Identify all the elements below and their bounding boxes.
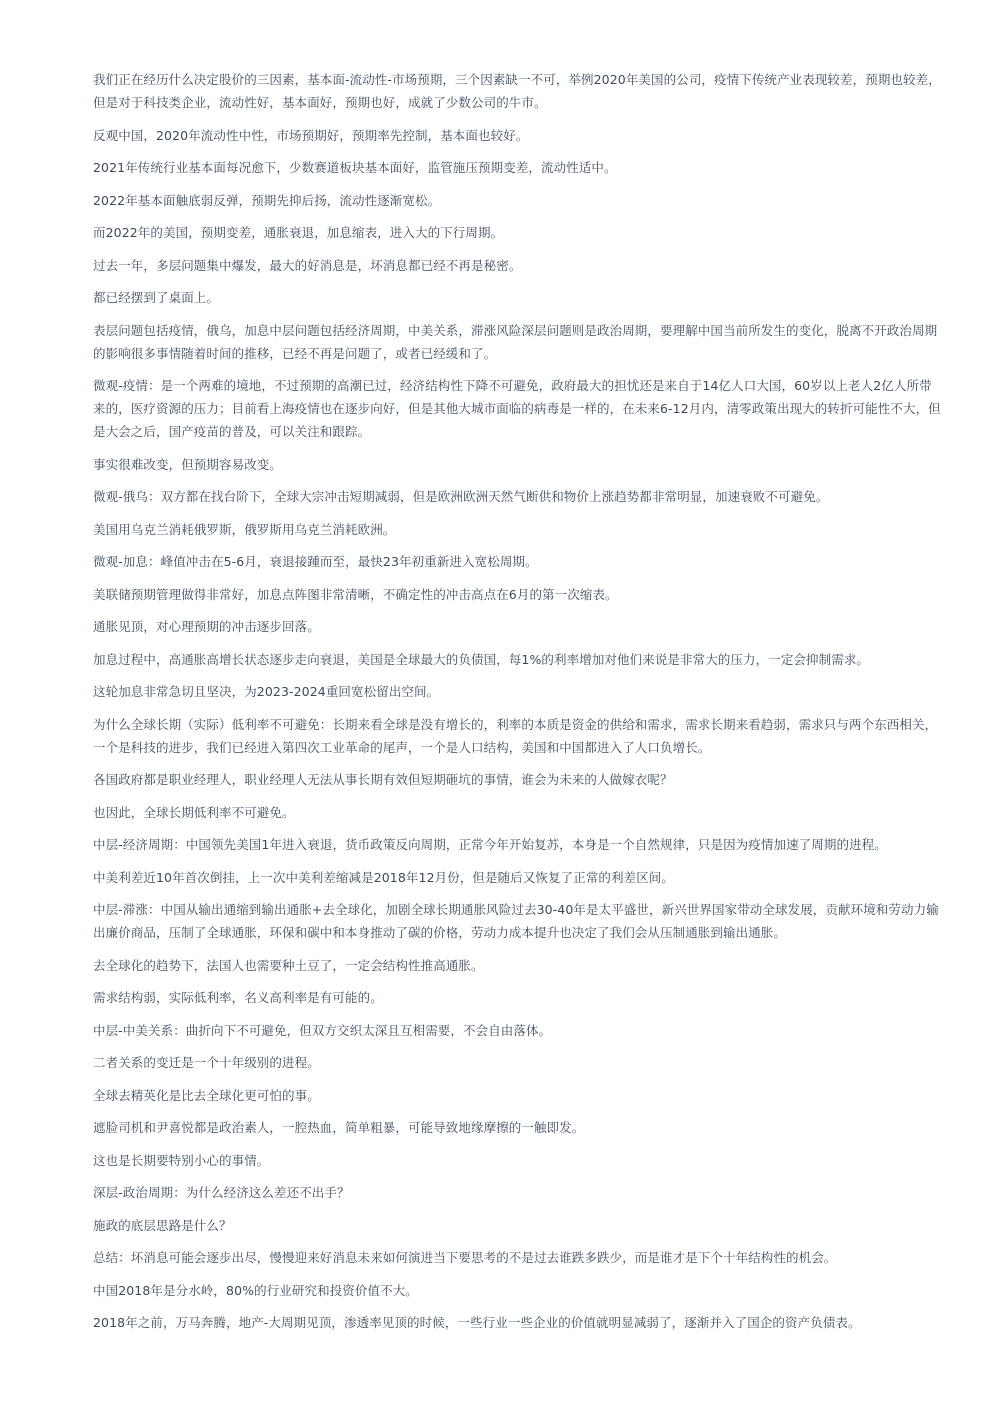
paragraph: 全球去精英化是比去全球化更可怕的事。 (93, 1087, 320, 1103)
paragraph: 过去一年，多层问题集中爆发，最大的好消息是，坏消息都已经不再是秘密。 (93, 257, 522, 273)
paragraph: 这轮加息非常急切且坚决，为2023-2024重回宽松留出空间。 (93, 684, 440, 699)
paragraph: 深层-政治周期：为什么经济这么差还不出手？ (93, 1185, 350, 1200)
paragraph: 遮脸司机和尹喜悦都是政治素人，一腔热血，简单粗暴，可能导致地缘摩擦的一触即发。 (93, 1120, 585, 1135)
paragraph: 这也是长期要特别小心的事情。 (93, 1152, 270, 1168)
paragraph: 中美利差近10年首次倒挂，上一次中美利差缩减是2018年12月份，但是随后又恢复了正常的利差区间。 (93, 869, 675, 885)
paragraph: 加息过程中，高通胀高增长状态逐步走向衰退，美国是全球最大的负债国，每1%的利率增加对他们来说是非常大的压力，一定会抑制需求。 (93, 651, 870, 667)
paragraph: 而2022年的美国，预期变差，通胀衰退，加息缩表，进入大的下行周期。 (93, 225, 504, 240)
paragraph: 2022年基本面触底弱反弹，预期先抑后扬，流动性逐渐宽松。 (93, 192, 441, 208)
paragraph: 中层-经济周期：中国领先美国1年进入衰退，货币政策反向周期，正常今年开始复苏，本身是一个自然规律，只是因为疫情加速了周期的进程。 (93, 837, 887, 852)
paragraph: 微观-加息：峰值冲击在5-6月，衰退接踵而至，最快23年初重新进入宽松周期。 (93, 554, 538, 569)
paragraph: 2018年之前，万马奔腾，地产-大周期见顶，渗透率见顶的时候，一些行业一些企业的价值就明显减弱了，逐渐并入了国企的资产负债表。 (93, 1315, 861, 1330)
paragraph: 总结：坏消息可能会逐步出尽，慢慢迎来好消息未来如何演进当下要思考的不是过去谁跌多跌少，而是谁才是下个十年结构性的机会。 (93, 1250, 837, 1265)
paragraph: 为什么全球长期（实际）低利率不可避免：长期来看全球是没有增长的，利率的本质是资金的供给和需求，需求长期来看趋弱，需求只与两个东西相关，一个是科技的进步，我们已经进入第四次工业革命的尾声，一个是人口结构，美国和中国都进入了人口负增长。 (93, 716, 938, 755)
paragraph: 反观中国，2020年流动性中性，市场预期好，预期率先控制，基本面也较好。 (93, 127, 529, 143)
paragraph: 需求结构弱，实际低利率，名义高利率是有可能的。 (93, 990, 383, 1005)
paragraph: 中层-滞涨：中国从输出通缩到输出通胀+去全球化，加剧全球长期通胀风险过去30-40年是太平盛世，新兴世界国家带动全球发展，贡献环境和劳动力输出廉价商品，压制了全球通胀，环保和碳中和本身推动了碳的价格，劳动力成本提升也决定了我们会从压制通胀到输出通胀。 (93, 902, 939, 940)
paragraph: 也因此，全球长期低利率不可避免。 (93, 804, 295, 820)
paragraph: 都已经摆到了桌面上。 (93, 290, 220, 305)
paragraph: 中层-中美关系：曲折向下不可避免，但双方交织太深且互相需要，不会自由落体。 (93, 1022, 552, 1038)
paragraph: 施政的底层思路是什么？ (93, 1217, 232, 1233)
paragraph: 二者关系的变迁是一个十年级别的进程。 (93, 1055, 320, 1070)
paragraph: 事实很难改变，但预期容易改变。 (93, 456, 283, 472)
paragraph: 通胀见顶，对心理预期的冲击逐步回落。 (93, 619, 320, 634)
paragraph: 美联储预期管理做得非常好，加息点阵图非常清晰，不确定性的冲击高点在6月的第一次缩表。 (93, 586, 618, 602)
paragraph: 美国用乌克兰消耗俄罗斯，俄罗斯用乌克兰消耗欧洲。 (93, 521, 396, 537)
paragraph: 我们正在经历什么决定股价的三因素，基本面-流动性-市场预期，三个因素缺一不可，举例2020年美国的公司，疫情下传统产业表现较差，预期也较差，但是对于科技类企业，流动性好，基本面好，预期也好，成就了少数公司的牛市。 (93, 72, 941, 110)
paragraph: 去全球化的趋势下，法国人也需要种土豆了，一定会结构性推高通胀。 (93, 957, 484, 973)
paragraph: 中国2018年是分水岭，80%的行业研究和投资价值不大。 (93, 1282, 418, 1298)
document-body (93, 68, 943, 1344)
paragraph: 微观-俄乌：双方都在找台阶下，全球大宗冲击短期减弱，但是欧洲欧洲天然气断供和物价上涨趋势都非常明显，加速衰败不可避免。 (93, 489, 829, 504)
paragraph: 2021年传统行业基本面每况愈下，少数赛道板块基本面好，监管施压预期变差，流动性适中。 (93, 160, 617, 175)
paragraph: 微观-疫情：是一个两难的境地，不过预期的高潮已过，经济结构性下降不可避免，政府最大的担忧还是来自于14亿人口大国，60岁以上老人2亿人所带来的，医疗资源的压力；目前看上海疫情也在逐步向好，但是其他大城市面临的病毒是一样的，在未来6-12月内，清零政策出现大的转折可能性不大，但是大会之后，国产疫苗的普及，可以关注和跟踪。 (93, 378, 941, 439)
paragraph: 表层问题包括疫情，俄乌，加息中层问题包括经济周期，中美关系，滞涨风险深层问题则是政治周期，要理解中国当前所发生的变化，脱离不开政治周期的影响很多事情随着时间的推移，已经不再是问题了，或者已经缓和了。 (93, 322, 938, 361)
paragraph: 各国政府都是职业经理人，职业经理人无法从事长期有效但短期砸坑的事情，谁会为未来的人做嫁衣呢？ (93, 772, 673, 787)
